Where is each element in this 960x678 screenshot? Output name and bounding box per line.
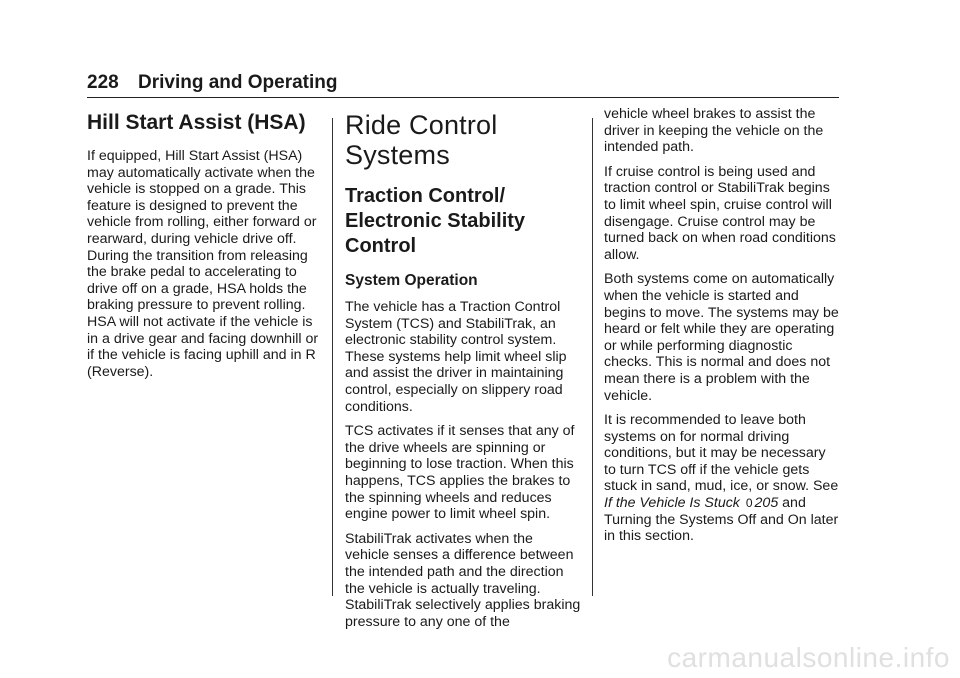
system-operation-heading: System Operation [345, 272, 478, 289]
section-title: Driving and Operating [137, 72, 338, 93]
column-divider-1 [332, 118, 333, 596]
traction-control-heading: Traction Control/ Electronic Stability Control [345, 185, 526, 257]
page-number: 228 [87, 72, 119, 93]
hsa-heading: Hill Start Assist (HSA) [87, 111, 306, 134]
continued-paragraph-2: If cruise control is being used and traction control or StabiliTrak begins to limit wheel spin, cruise control will disengage. Cruise control may be turned back on when road conditions allow. [604, 163, 836, 263]
column-3 [604, 106, 840, 553]
page-reference-arrow-icon: 0 [745, 496, 753, 511]
stuck-vehicle-link[interactable]: If the Vehicle Is Stuck [604, 495, 740, 512]
system-paragraph-1: The vehicle has a Traction Control System (TCS) and StabiliTrak, an electronic stability control system. These systems help limit wheel slip and assist the driver in maintaining control, especially on slippery road conditions. [345, 299, 567, 415]
page-header [87, 70, 837, 96]
hsa-paragraph: If equipped, Hill Start Assist (HSA) may automatically activate when the vehicle is stopped on a grade. This feature is designed to prevent the vehicle from rolling, either forward or rearward, during vehicle drive off. During the transition from releasing the brake pedal to accelerating to drive off on a grade, HSA holds the braking pressure to prevent rolling. HSA will not activate if the vehicle is in a drive gear and facing downhill or if the vehicle is facing uphill and in R (Reverse). [87, 148, 319, 380]
system-paragraph-3: StabiliTrak activates when the vehicle senses a difference between the intended path and the direction the vehicle is actually traveling. StabiliTrak selectively applies braking pressure to any one of the [345, 530, 581, 630]
paragraph-4-text: It is recommended to leave both systems on for normal driving conditions, but it may be necessary to turn TCS off if the vehicle gets stuck in sand, mud, ice, or snow. See [604, 412, 839, 495]
continued-paragraph-1: vehicle wheel brakes to assist the driver in keeping the vehicle on the intended path. [604, 106, 824, 156]
column-2 [345, 110, 581, 638]
continued-paragraph-3: Both systems come on automatically when the vehicle is started and begins to move. The systems may be heard or felt while they are operating or while performing diagnostic checks. This is normal and does not mean there is a problem with the vehicle. [604, 271, 839, 404]
ride-control-heading: Ride Control Systems [345, 110, 498, 170]
page-reference-number[interactable]: 205 [754, 495, 779, 512]
column-divider-2 [592, 118, 593, 596]
continued-paragraph-4 [604, 412, 840, 545]
header-divider [87, 97, 839, 98]
paragraph-4-tail: and Turning the Systems Off and On later in this section. [604, 495, 839, 545]
column-1 [87, 110, 323, 388]
system-paragraph-2: TCS activates if it senses that any of the drive wheels are spinning or beginning to lose traction. When this happens, TCS applies the brakes to the spinning wheels and reduces engine power to limit wheel spin. [345, 423, 575, 523]
watermark: carmanualsonline.info [667, 642, 950, 673]
